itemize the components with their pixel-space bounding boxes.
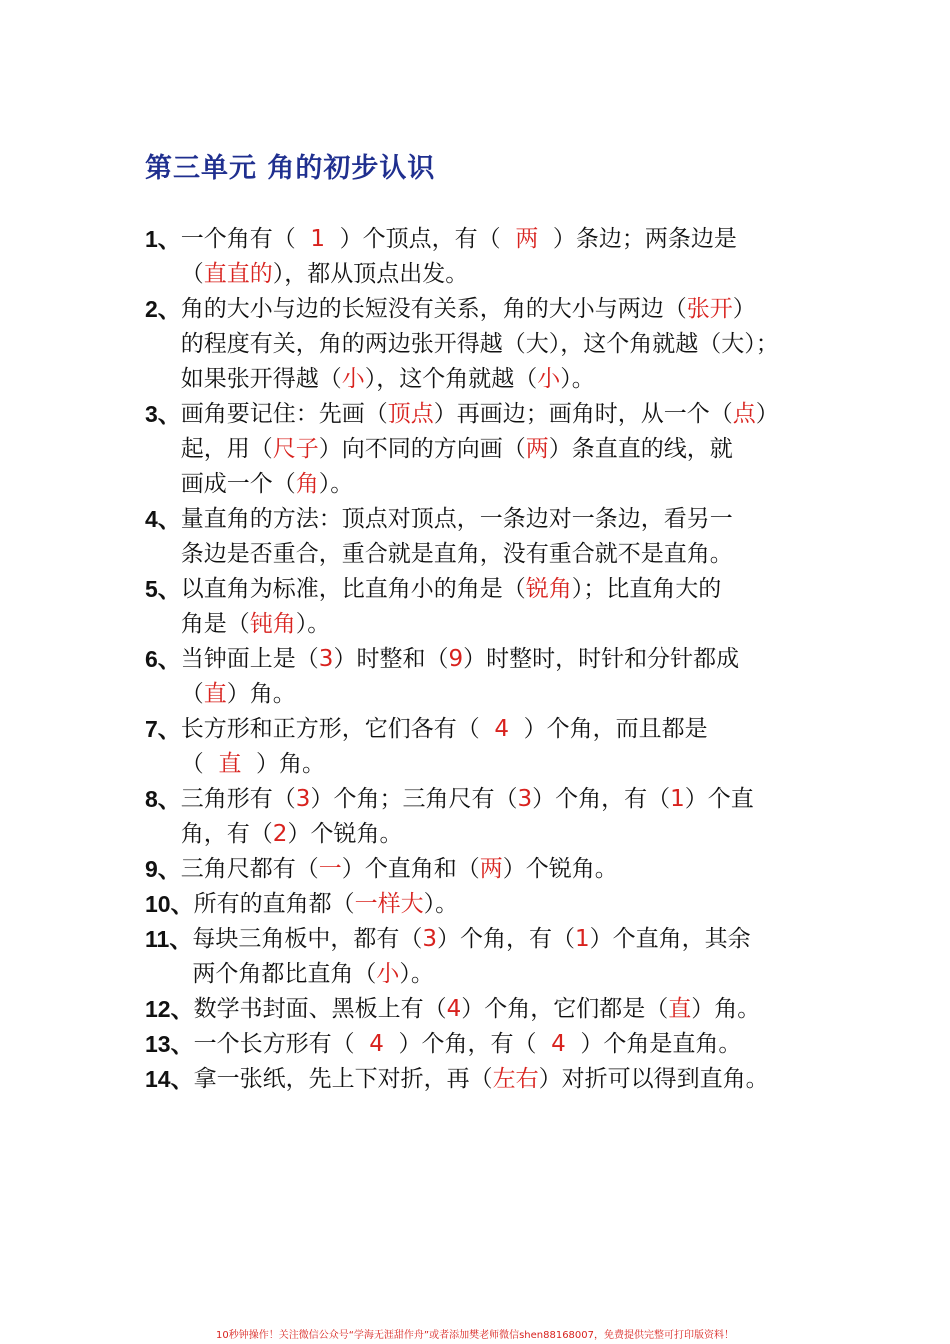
question-item	[145, 1027, 815, 1062]
question-number: 3、	[145, 401, 181, 427]
question-text	[194, 1027, 815, 1062]
text-line	[181, 642, 815, 677]
question-fragment: ）角。	[226, 681, 296, 707]
question-fragment: ）个角，它们都是（	[461, 996, 669, 1022]
question-item	[145, 222, 815, 292]
answer-text: 一	[318, 856, 342, 882]
question-item	[145, 852, 815, 887]
answer-text: 小	[537, 366, 561, 392]
question-fragment: 的程度有关，角的两边张开得越（大），这个角就越（大）；	[180, 331, 779, 357]
question-item	[145, 292, 815, 397]
answer-text: 3	[318, 646, 334, 672]
text-line	[181, 397, 815, 432]
question-number: 8、	[145, 786, 181, 812]
question-fragment: 角的大小与边的长短没有关系，角的大小与两边（	[180, 296, 687, 322]
text-line	[181, 292, 815, 327]
question-fragment: 拿一张纸，先上下对折，再（	[193, 1066, 493, 1092]
answer-text: 1	[574, 926, 590, 952]
question-text	[181, 292, 815, 397]
question-fragment: ）时整和（	[333, 646, 449, 672]
question-fragment: 以直角为标准，比直角小的角是（	[180, 576, 526, 602]
question-number: 10、	[145, 891, 194, 917]
question-text	[181, 642, 815, 712]
question-fragment: 数学书封面、黑板上有（	[193, 996, 447, 1022]
question-fragment: ）时整时，时针和分针都成	[463, 646, 740, 672]
question-fragment: ）再画边；画角时，从一个（	[433, 401, 733, 427]
question-fragment: ）。	[423, 891, 459, 917]
text-line	[192, 922, 815, 957]
question-text	[194, 887, 815, 922]
question-fragment: ）	[732, 296, 756, 322]
answer-text: 两	[479, 856, 503, 882]
question-fragment: ）对折可以得到直角。	[538, 1066, 769, 1092]
question-fragment: ）条直直的线，就	[548, 436, 733, 462]
question-fragment: ）	[755, 401, 779, 427]
question-fragment: ）个角，有（	[436, 926, 575, 952]
text-line	[181, 222, 815, 257]
question-text	[181, 502, 815, 572]
question-fragment: 所有的直角都（	[193, 891, 355, 917]
question-text	[181, 782, 815, 852]
text-line	[181, 327, 815, 362]
answer-text: 两	[515, 226, 539, 252]
question-fragment: 当钟面上是（	[180, 646, 319, 672]
question-fragment: ）；比直角大的	[571, 576, 722, 602]
question-text	[181, 712, 815, 782]
text-line	[181, 502, 815, 537]
answer-text: 顶点	[387, 401, 434, 427]
question-fragment: ）个直	[684, 786, 754, 812]
text-line	[194, 992, 815, 1027]
question-fragment: ）个角，有（	[532, 786, 671, 812]
question-number: 11、	[145, 926, 193, 952]
question-fragment: 如果张开得越（	[180, 366, 342, 392]
question-fragment: ）个角，有（	[383, 1031, 552, 1057]
footer-note: 10秒钟操作！关注微信公众号“学海无涯甜作舟”或者添加樊老师微信shen88168007，免费提供完整可打印版资料！	[215, 1330, 735, 1341]
question-item	[145, 397, 815, 502]
question-number: 9、	[145, 856, 181, 882]
text-line	[181, 432, 815, 467]
answer-text: 4	[551, 1031, 566, 1057]
question-number: 1、	[145, 226, 181, 252]
question-text	[181, 222, 815, 292]
answer-text: 3	[295, 786, 311, 812]
answer-text: 直	[218, 751, 242, 777]
question-fragment: 每块三角板中，都有（	[192, 926, 423, 952]
text-line	[194, 887, 815, 922]
question-fragment: 两个角都比直角（	[192, 961, 377, 987]
question-fragment: ）角。	[241, 751, 326, 777]
text-line	[181, 782, 815, 817]
question-text	[181, 397, 815, 502]
answer-text: 2	[272, 821, 288, 847]
question-fragment: （	[180, 751, 219, 777]
answer-text: 小	[376, 961, 400, 987]
question-fragment: 条边是否重合，重合就是直角，没有重合就不是直角。	[180, 541, 733, 567]
question-fragment: 角，有（	[180, 821, 273, 847]
text-line	[181, 257, 815, 292]
text-line	[181, 817, 815, 852]
text-line	[194, 1062, 815, 1097]
text-line	[194, 1027, 815, 1062]
question-fragment: ）个顶点，有（	[325, 226, 516, 252]
question-number: 6、	[145, 646, 181, 672]
question-text	[194, 1062, 815, 1097]
question-fragment: ）个锐角。	[287, 821, 403, 847]
question-item	[145, 642, 815, 712]
answer-text: 1	[670, 786, 685, 812]
answer-text: 4	[446, 996, 462, 1022]
answer-text: 4	[369, 1031, 384, 1057]
question-number: 2、	[145, 296, 181, 322]
answer-text: 直	[668, 996, 692, 1022]
question-fragment: 起，用（	[180, 436, 273, 462]
question-fragment: 一个角有（	[180, 226, 311, 252]
question-fragment: ）。	[399, 961, 434, 987]
question-number: 4、	[145, 506, 181, 532]
text-line	[181, 677, 815, 712]
question-fragment: 长方形和正方形，它们各有（	[180, 716, 495, 742]
answer-text: 钝角	[249, 611, 296, 637]
question-number: 14、	[145, 1066, 194, 1092]
question-item	[145, 782, 815, 852]
answer-text: 一样大	[354, 891, 424, 917]
question-fragment: ）个角，而且都是	[509, 716, 708, 742]
question-fragment: ）向不同的方向画（	[318, 436, 526, 462]
question-item	[145, 572, 815, 642]
question-fragment: 三角尺都有（	[180, 856, 319, 882]
question-text	[194, 992, 815, 1027]
question-item	[145, 887, 815, 922]
answer-text: 张开	[686, 296, 733, 322]
answer-text: 两	[525, 436, 549, 462]
text-line	[181, 747, 815, 782]
text-line	[181, 537, 815, 572]
text-line	[181, 572, 815, 607]
answer-text: 3	[422, 926, 437, 952]
question-fragment: ），这个角就越（	[364, 366, 538, 392]
answer-text: 角	[295, 471, 319, 497]
question-fragment: ）个锐角。	[502, 856, 618, 882]
text-line	[181, 852, 815, 887]
question-fragment: ）角。	[691, 996, 761, 1022]
question-item	[145, 922, 815, 992]
question-number: 13、	[145, 1031, 194, 1057]
answer-text: 锐角	[525, 576, 572, 602]
answer-text: 直	[203, 681, 227, 707]
question-fragment: ）个角是直角。	[565, 1031, 742, 1057]
answer-text: 尺子	[272, 436, 319, 462]
question-text	[181, 852, 815, 887]
question-number: 7、	[145, 716, 181, 742]
question-fragment: 画角要记住：先画（	[180, 401, 388, 427]
question-fragment: ）个直角和（	[341, 856, 480, 882]
question-fragment: 量直角的方法：顶点对顶点，一条边对一条边，看另一	[180, 506, 733, 532]
question-text	[192, 922, 815, 992]
question-fragment: 角是（	[180, 611, 250, 637]
question-item	[145, 502, 815, 572]
page-title: 第三单元 角的初步认识	[145, 153, 436, 184]
question-fragment: ）。	[318, 471, 354, 497]
answer-text: 9	[448, 646, 464, 672]
question-number: 5、	[145, 576, 181, 602]
text-line	[181, 362, 815, 397]
answer-text: 左右	[492, 1066, 539, 1092]
text-line	[192, 957, 815, 992]
question-fragment: ），都从顶点出发。	[272, 261, 469, 287]
question-fragment: ）个直角，其余	[589, 926, 751, 952]
question-fragment: ）。	[295, 611, 331, 637]
question-fragment: 画成一个（	[180, 471, 296, 497]
question-item	[145, 992, 815, 1027]
question-item	[145, 712, 815, 782]
question-text	[181, 572, 815, 642]
answer-text: 4	[494, 716, 510, 742]
question-fragment: ）个角；三角尺有（	[310, 786, 518, 812]
question-fragment: 一个长方形有（	[193, 1031, 370, 1057]
question-fragment: 三角形有（	[180, 786, 296, 812]
question-fragment: （	[180, 681, 204, 707]
text-line	[181, 467, 815, 502]
question-fragment: ）条边；两条边是	[538, 226, 737, 252]
question-list	[145, 222, 815, 1097]
answer-text: 3	[517, 786, 533, 812]
text-line	[181, 712, 815, 747]
answer-text: 小	[341, 366, 365, 392]
question-fragment: ）。	[560, 366, 595, 392]
answer-text: 1	[310, 226, 326, 252]
question-number: 12、	[145, 996, 194, 1022]
question-item	[145, 1062, 815, 1097]
answer-text: 直直的	[203, 261, 273, 287]
text-line	[181, 607, 815, 642]
answer-text: 点	[732, 401, 756, 427]
question-fragment: （	[180, 261, 204, 287]
